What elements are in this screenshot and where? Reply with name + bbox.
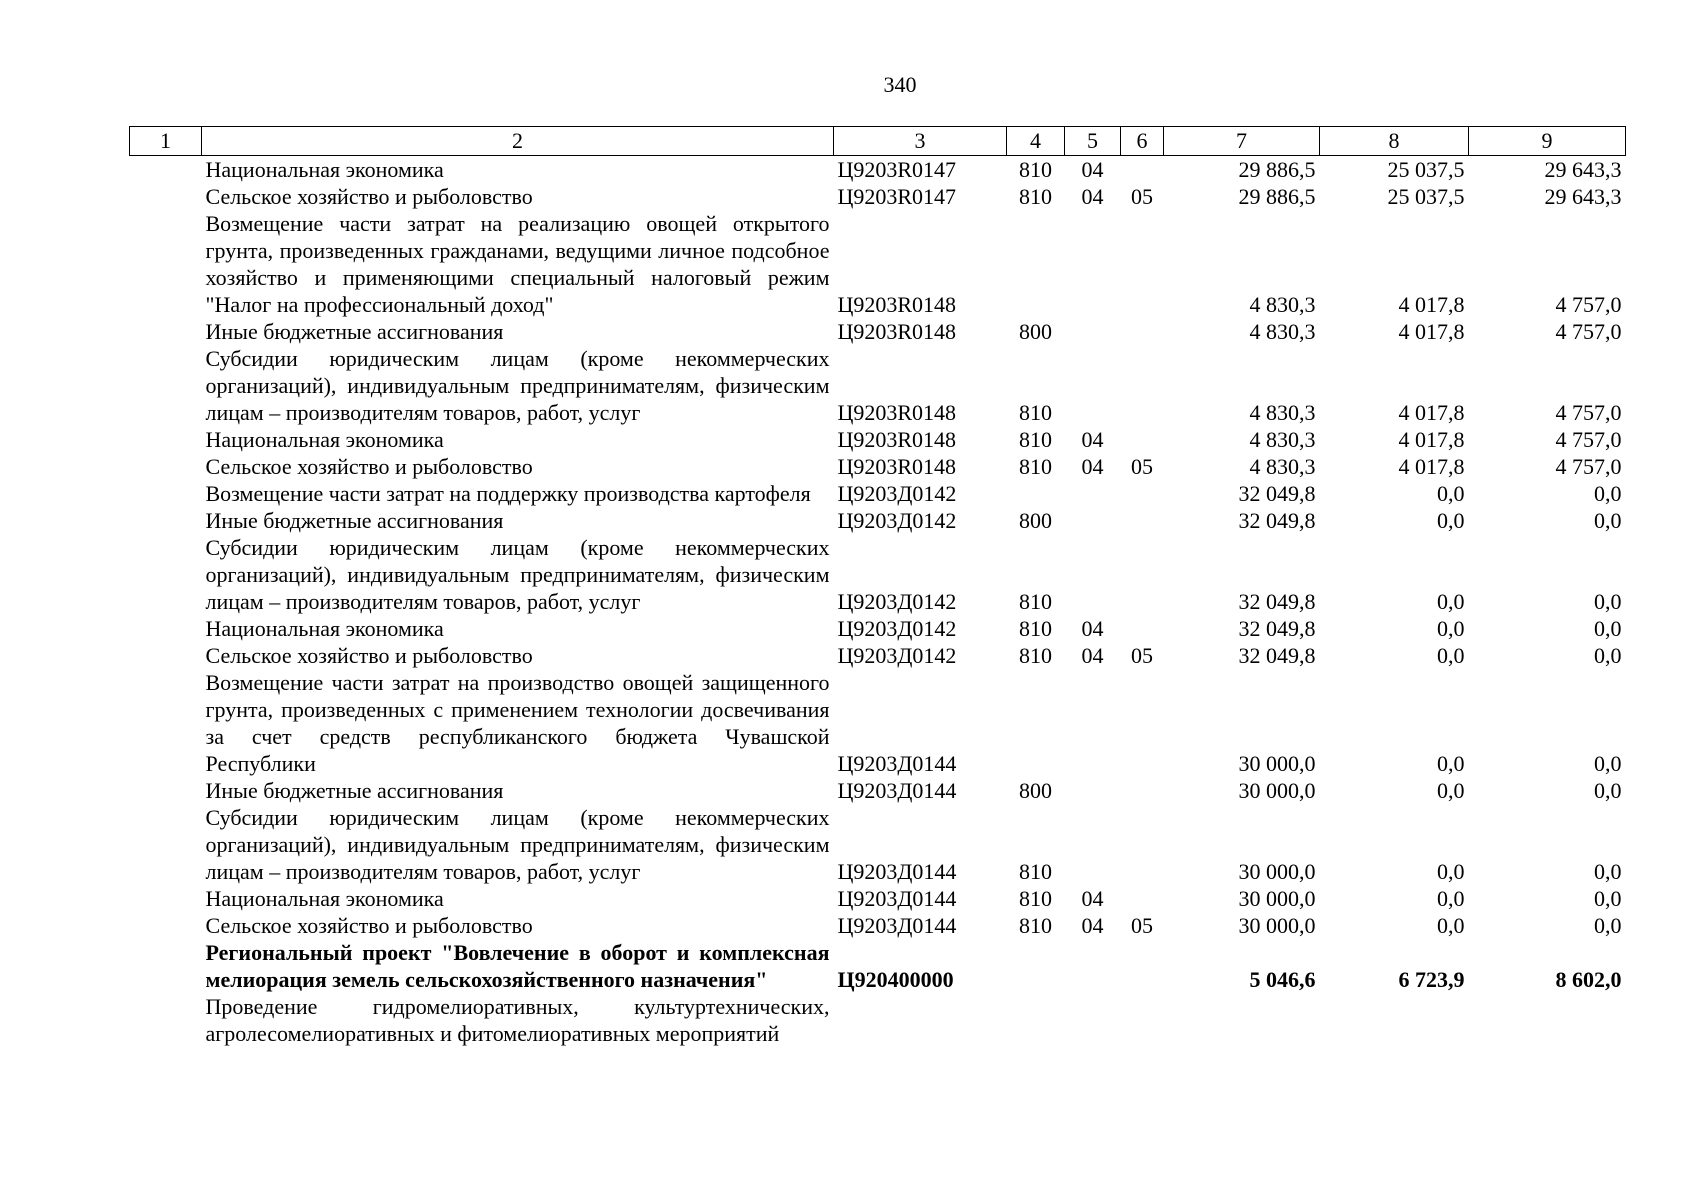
table-row [130,507,1626,534]
row-col6 [1121,426,1164,453]
row-name: Возмещение части затрат на реализацию овощей открытого грунта, произведенных гражданами, ведущими личное подсобное хозяйство и применяющими специальный налоговый режим "Налог на профессиональный доход" [205,211,830,317]
row-value-col8: 0,0 [1437,616,1465,641]
row-code [834,993,1007,1047]
row-col4 [1007,993,1065,1047]
row-name: Национальная экономика [205,427,444,452]
row-value-col9: 0,0 [1594,481,1622,506]
row-col6 [1121,210,1164,318]
row-col4: 810 [1019,400,1052,425]
row-col4: 810 [1019,616,1052,641]
row-col6 [1121,777,1164,804]
row-value-col9: 4 757,0 [1555,427,1622,452]
row-code: Ц920400000 [837,967,954,992]
row-value-col7: 4 830,3 [1249,400,1316,425]
column-header: 2 [202,127,834,156]
row-col4 [1007,480,1065,507]
table-row [130,642,1626,669]
row-col4: 800 [1019,319,1052,344]
table-row [130,156,1626,184]
row-value-col7: 4 830,3 [1249,292,1316,317]
row-value-col7: 32 049,8 [1238,616,1316,641]
row-name: Сельское хозяйство и рыболовство [205,454,533,479]
row-code: Ц9203R0148 [837,319,957,344]
row-col1 [130,453,202,480]
row-value-col7: 32 049,8 [1238,589,1316,614]
row-col4: 810 [1019,886,1052,911]
column-header: 1 [130,127,202,156]
row-code: Ц9203R0147 [837,184,957,209]
row-col6 [1121,804,1164,885]
row-col6: 05 [1131,913,1153,938]
row-col5: 04 [1081,913,1104,938]
row-name: Национальная экономика [205,616,444,641]
row-col5: 04 [1081,454,1104,479]
row-col6 [1121,939,1164,993]
row-name: Проведение гидромелиоративных, культуртехнических, агролесомелиоративных и фитомелиоративных мероприятий [205,994,830,1046]
column-header: 7 [1164,127,1320,156]
row-value-col8: 4 017,8 [1398,400,1465,425]
table-row [130,480,1626,507]
row-code: Ц9203Д0144 [837,859,957,884]
column-header: 5 [1065,127,1121,156]
row-code: Ц9203Д0142 [837,643,957,668]
row-name: Региональный проект "Вовлечение в оборот и комплексная мелиорация земель сельскохозяйственного назначения" [205,940,830,992]
row-col4: 810 [1019,643,1052,668]
row-value-col8: 4 017,8 [1398,319,1465,344]
row-col1 [130,804,202,885]
row-col1 [130,156,202,184]
row-col1 [130,777,202,804]
table-row [130,534,1626,615]
row-code: Ц9203Д0142 [837,508,957,533]
row-value-col7: 32 049,8 [1238,643,1316,668]
row-col5 [1065,993,1121,1047]
row-col4: 810 [1019,157,1052,182]
row-code: Ц9203Д0144 [837,778,957,803]
row-value-col7: 5 046,6 [1249,967,1316,992]
row-col5: 04 [1081,427,1104,452]
row-value-col9: 0,0 [1594,859,1622,884]
row-code: Ц9203R0148 [837,454,957,479]
table-row [130,939,1626,993]
row-col1 [130,507,202,534]
row-col4: 810 [1019,427,1052,452]
row-col5 [1065,345,1121,426]
row-value-col8: 0,0 [1437,481,1465,506]
row-col1 [130,183,202,210]
row-value-col7: 4 830,3 [1249,454,1316,479]
row-name: Иные бюджетные ассигнования [205,319,504,344]
row-value-col7: 30 000,0 [1238,886,1316,911]
row-col6 [1121,156,1164,184]
row-value-col9 [1469,993,1626,1047]
row-col5: 04 [1081,643,1104,668]
row-code: Ц9203R0147 [837,157,957,182]
table-row [130,777,1626,804]
row-value-col8: 0,0 [1437,913,1465,938]
row-value-col9: 29 643,3 [1544,184,1622,209]
row-value-col9: 0,0 [1594,643,1622,668]
column-number-header-row [130,127,1626,156]
row-col5 [1065,804,1121,885]
row-value-col9: 0,0 [1594,778,1622,803]
row-name: Сельское хозяйство и рыболовство [205,913,533,938]
table-row [130,804,1626,885]
column-header: 9 [1469,127,1626,156]
table-row [130,453,1626,480]
row-name: Иные бюджетные ассигнования [205,778,504,803]
row-col5 [1065,210,1121,318]
row-value-col7: 29 886,5 [1238,184,1316,209]
row-code: Ц9203R0148 [837,292,957,317]
row-col5 [1065,669,1121,777]
row-value-col9: 4 757,0 [1555,454,1622,479]
row-col4: 800 [1019,778,1052,803]
column-header: 4 [1007,127,1065,156]
page-number: 340 [883,72,917,97]
row-col5 [1065,480,1121,507]
row-col5 [1065,534,1121,615]
row-col5 [1065,507,1121,534]
row-col4 [1007,669,1065,777]
row-value-col9: 0,0 [1594,913,1622,938]
row-code: Ц9203R0148 [837,427,957,452]
row-value-col9: 0,0 [1594,616,1622,641]
row-name: Иные бюджетные ассигнования [205,508,504,533]
row-value-col8: 6 723,9 [1398,967,1465,992]
column-header: 3 [834,127,1007,156]
row-code: Ц9203Д0144 [837,913,957,938]
row-value-col8: 0,0 [1437,859,1465,884]
table-row [130,210,1626,318]
row-value-col9: 4 757,0 [1555,319,1622,344]
row-value-col7: 30 000,0 [1238,913,1316,938]
row-value-col8 [1320,993,1469,1047]
row-col5: 04 [1081,157,1104,182]
row-name: Субсидии юридическим лицам (кроме некоммерческих организаций), индивидуальным предпринимателям, физическим лицам – производителям товаров, работ, услуг [205,805,830,884]
row-value-col8: 0,0 [1437,886,1465,911]
table-row [130,993,1626,1047]
row-code: Ц9203Д0144 [837,751,957,776]
row-col6 [1121,534,1164,615]
row-value-col8: 0,0 [1437,778,1465,803]
row-value-col8: 4 017,8 [1398,454,1465,479]
row-col5 [1065,318,1121,345]
row-value-col9: 29 643,3 [1544,157,1622,182]
table-body [130,156,1626,1048]
row-col1 [130,210,202,318]
row-col1 [130,993,202,1047]
row-col6 [1121,480,1164,507]
row-col6: 05 [1131,643,1153,668]
row-col1 [130,912,202,939]
row-col6: 05 [1131,184,1153,209]
row-col1 [130,480,202,507]
row-name: Возмещение части затрат на поддержку производства картофеля [205,481,811,506]
row-name: Сельское хозяйство и рыболовство [205,184,533,209]
column-header: 8 [1320,127,1469,156]
row-col4: 810 [1019,589,1052,614]
row-col4: 810 [1019,184,1052,209]
row-name: Субсидии юридическим лицам (кроме некоммерческих организаций), индивидуальным предпринимателям, физическим лицам – производителям товаров, работ, услуг [205,535,830,614]
row-col4 [1007,939,1065,993]
row-col5: 04 [1081,886,1104,911]
row-name: Возмещение части затрат на производство овощей защищенного грунта, произведенных с применением технологии досвечивания за счет средств республиканского бюджета Чувашской Республики [205,670,830,776]
row-col1 [130,615,202,642]
row-col1 [130,318,202,345]
row-value-col7: 4 830,3 [1249,319,1316,344]
row-code: Ц9203R0148 [837,400,957,425]
row-col1 [130,642,202,669]
row-value-col8: 25 037,5 [1387,157,1465,182]
row-name: Национальная экономика [205,886,444,911]
table-row [130,318,1626,345]
row-code: Ц9203Д0142 [837,481,957,506]
row-col1 [130,345,202,426]
row-col1 [130,885,202,912]
row-value-col9: 4 757,0 [1555,292,1622,317]
table-row [130,885,1626,912]
table-row [130,669,1626,777]
row-col4: 810 [1019,454,1052,479]
row-name: Субсидии юридическим лицам (кроме некоммерческих организаций), индивидуальным предпринимателям, физическим лицам – производителям товаров, работ, услуг [205,346,830,425]
row-col1 [130,669,202,777]
row-value-col7: 30 000,0 [1238,751,1316,776]
table-row [130,183,1626,210]
row-value-col7: 29 886,5 [1238,157,1316,182]
row-col1 [130,534,202,615]
row-value-col8: 0,0 [1437,589,1465,614]
row-col6 [1121,345,1164,426]
row-value-col7 [1164,993,1320,1047]
row-col6: 05 [1131,454,1153,479]
row-value-col7: 32 049,8 [1238,481,1316,506]
row-col5: 04 [1081,184,1104,209]
row-value-col9: 0,0 [1594,751,1622,776]
table-row [130,345,1626,426]
row-col6 [1121,669,1164,777]
budget-table [129,126,1626,1047]
row-value-col9: 4 757,0 [1555,400,1622,425]
row-col5 [1065,777,1121,804]
row-col1 [130,426,202,453]
row-col6 [1121,993,1164,1047]
row-value-col8: 0,0 [1437,508,1465,533]
row-col6 [1121,507,1164,534]
row-code: Ц9203Д0142 [837,616,957,641]
column-header: 6 [1121,127,1164,156]
row-col5: 04 [1081,616,1104,641]
row-value-col9: 0,0 [1594,508,1622,533]
row-col6 [1121,885,1164,912]
table-row [130,426,1626,453]
row-value-col7: 32 049,8 [1238,508,1316,533]
row-name: Национальная экономика [205,157,444,182]
table-row [130,615,1626,642]
row-value-col7: 4 830,3 [1249,427,1316,452]
row-value-col8: 4 017,8 [1398,427,1465,452]
table-row [130,912,1626,939]
row-col4 [1007,210,1065,318]
row-name: Сельское хозяйство и рыболовство [205,643,533,668]
row-code: Ц9203Д0142 [837,589,957,614]
row-col5 [1065,939,1121,993]
row-value-col9: 0,0 [1594,886,1622,911]
row-value-col8: 0,0 [1437,751,1465,776]
row-value-col8: 0,0 [1437,643,1465,668]
row-value-col8: 25 037,5 [1387,184,1465,209]
row-col4: 810 [1019,913,1052,938]
row-value-col9: 0,0 [1594,589,1622,614]
row-code: Ц9203Д0144 [837,886,957,911]
row-value-col7: 30 000,0 [1238,859,1316,884]
row-col6 [1121,615,1164,642]
row-col6 [1121,318,1164,345]
row-value-col9: 8 602,0 [1555,967,1622,992]
row-value-col8: 4 017,8 [1398,292,1465,317]
row-value-col7: 30 000,0 [1238,778,1316,803]
row-col4: 800 [1019,508,1052,533]
row-col4: 810 [1019,859,1052,884]
row-col1 [130,939,202,993]
